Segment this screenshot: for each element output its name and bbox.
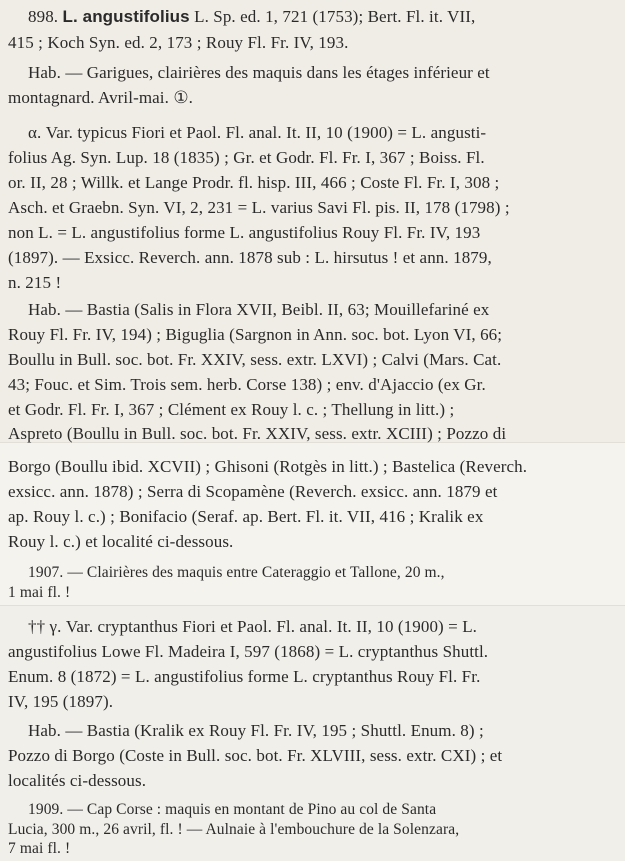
habitat-line: et Godr. Fl. Fr. I, 367 ; Clément ex Rouy l. c. ; Thellung in litt.) ; [8,400,455,419]
habitat-line: Pozzo di Borgo (Coste in Bull. soc. bot. Fr. XLVIII, sess. extr. CXI) ; et [8,746,503,765]
text-line: or. II, 28 ; Willk. et Lange Prodr. fl. hisp. III, 466 ; Coste Fl. Fr. I, 308 ; [8,173,500,192]
habitat-line: localités ci-dessous. [8,771,147,790]
text-line: (1897). — Exsicc. Reverch. ann. 1878 sub : L. hirsutus ! et ann. 1879, [8,248,492,267]
entry-species-name: L. angustifolius [62,7,190,26]
habitat-line: Hab. — Bastia (Salis in Flora XVII, Beibl. II, 63; Mouillefariné ex [28,300,490,319]
habitat-line: 43; Fouc. et Sim. Trois sem. herb. Corse 138) ; env. d'Ajaccio (ex Gr. [8,375,486,394]
text-line: non L. = L. angustifolius forme L. angustifolius Rouy Fl. Fr. IV, 193 [8,223,481,242]
specimen-note: 1907. — Clairières des maquis entre Cateraggio et Tallone, 20 m., [28,564,445,581]
habitat-line: Borgo (Boullu ibid. XCVII) ; Ghisoni (Rotgès in litt.) ; Bastelica (Reverch. [8,457,528,476]
text-line: n. 215 ! [8,273,62,292]
specimen-note: 7 mai fl. ! [8,840,71,857]
entry-citation-cont: 415 ; Koch Syn. ed. 2, 173 ; Rouy Fl. Fr. IV, 193. [8,33,349,52]
habitat-line: Rouy l. c.) et localité ci-dessous. [8,532,234,551]
specimen-note: Lucia, 300 m., 26 avril, fl. ! — Aulnaie à l'embouchure de la Solenzara, [8,821,460,838]
habitat-line: Rouy Fl. Fr. IV, 194) ; Biguglia (Sargnon in Ann. soc. bot. Lyon VI, 66; [8,325,503,344]
entry-citation: L. Sp. ed. 1, 721 (1753); Bert. Fl. it. VII, [189,7,476,26]
text-line: folius Ag. Syn. Lup. 18 (1835) ; Gr. et Godr. Fl. Fr. I, 367 ; Boiss. Fl. [8,148,485,167]
habitat-line: Boullu in Bull. soc. bot. Fr. XXIV, sess. extr. LXVI) ; Calvi (Mars. Cat. [8,350,502,369]
text-line: α. Var. typicus Fiori et Paol. Fl. anal. It. II, 10 (1900) = L. angusti- [28,123,487,142]
text-line: angustifolius Lowe Fl. Madeira I, 597 (1868) = L. cryptanthus Shuttl. [8,642,489,661]
text-line: IV, 195 (1897). [8,692,114,711]
entry-habitat-cont: montagnard. Avril-mai. ①. [8,88,194,107]
habitat-line: ap. Rouy l. c.) ; Bonifacio (Seraf. ap. Bert. Fl. it. VII, 416 ; Kralik ex [8,507,484,526]
habitat-line: Aspreto (Boullu in Bull. soc. bot. Fr. XXIV, sess. extr. XCIII) ; Pozzo di [8,424,507,443]
entry-number: 898. [28,7,59,26]
text-line: †† γ. Var. cryptanthus Fiori et Paol. Fl. anal. It. II, 10 (1900) = L. [28,617,478,636]
habitat-line: Hab. — Bastia (Kralik ex Rouy Fl. Fr. IV, 195 ; Shuttl. Enum. 8) ; [28,721,484,740]
text-line: Enum. 8 (1872) = L. angustifolius forme L. cryptanthus Rouy Fl. Fr. [8,667,481,686]
habitat-line: exsicc. ann. 1878) ; Serra di Scopamène (Reverch. exsicc. ann. 1879 et [8,482,498,501]
text-line: Asch. et Graebn. Syn. VI, 2, 231 = L. varius Savi Fl. pis. II, 178 (1798) ; [8,198,510,217]
specimen-note: 1 mai fl. ! [8,584,71,601]
entry-heading [28,7,625,27]
specimen-note: 1909. — Cap Corse : maquis en montant de Pino au col de Santa [28,801,437,818]
entry-habitat: Hab. — Garigues, clairières des maquis dans les étages inférieur et [28,63,490,82]
